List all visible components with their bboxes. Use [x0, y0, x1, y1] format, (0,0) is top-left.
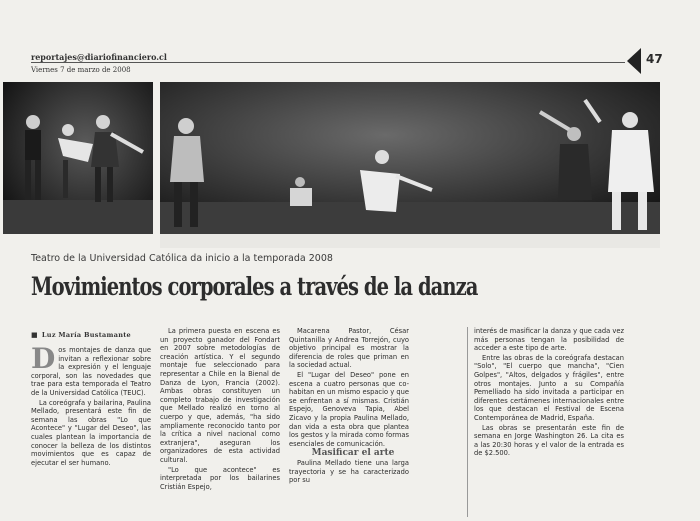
- header-rule: [31, 62, 625, 63]
- paragraph: Macarena Pastor, César Quintanilla y Andrea Torrejón, cuyo objetivo principal es mostrar la diferencia de roles que priman en la sociedad actual.: [289, 327, 409, 370]
- paragraph: La coreógrafa y bailarina, Paulina Mellado, presentará este fin de semana las obras "Lo que Acontece" y "Lugar del Deseo", las cuales plantean la importancia de conocer la belleza de los distintos movimientos que es capaz de ejecutar el ser humano.: [31, 398, 151, 467]
- article-column-4: [474, 327, 624, 459]
- dance-photo-left: [3, 82, 153, 234]
- dance-photo-main: [160, 82, 660, 234]
- paragraph: El "Lugar del Deseo" pone en escena a cuatro personas que co-habitan en un mismo espacio y que se enfrentan a sí mismas. Cristián Espejo, Genoveva Tapia, Abel Zicavo y la propia Paulina Mellado, dan vida a esta obra que plantea los gestos y la mirada como formas esenciales de comunicación.: [289, 370, 409, 448]
- column-divider: [467, 327, 468, 517]
- article-byline: [31, 330, 131, 339]
- header-email[interactable]: reportajes@diariofinanciero.cl: [31, 52, 167, 62]
- header-date: Viernes 7 de marzo de 2008: [31, 66, 131, 74]
- article-headline: Movimientos corporales a través de la danza: [31, 272, 478, 301]
- page-arrow-icon: [627, 48, 641, 74]
- article-column-3: [289, 327, 409, 486]
- photo-caption-strip: [160, 234, 660, 248]
- paragraph: Paulina Mellado tiene una larga trayectoria y se ha caracterizado por su: [289, 458, 409, 485]
- paragraph: interés de masificar la danza y que cada vez más personas tengan la posibilidad de acceder a este tipo de arte.: [474, 327, 624, 353]
- page-number: 47: [646, 52, 663, 66]
- paragraph: "Lo que acontece" es interpretada por los bailarines Cristián Espejo,: [160, 465, 280, 491]
- paragraph: Entre las obras de la coreógrafa destacan "Solo", "El cuerpo que mancha", "Cien Golpes", "Altos, delgados y frágiles", entre otros montajes. Junto a su Compañía Pemelliado ha sido invitada a participar en diferentes certámenes internacionales entre los que destacan el Festival de Escena Contemporánea de Madrid, España.: [474, 353, 624, 422]
- article-kicker: Teatro de la Universidad Católica da inicio a la temporada 2008: [31, 253, 333, 264]
- paragraph-text: os montajes de danza que invitan a reflexionar sobre la expresión y el lenguaje corporal, son las novedades que trae para esta temporada el Teatro de la Universidad Católica (TEUC).: [31, 346, 151, 397]
- article-column-2: [160, 327, 280, 492]
- paragraph: [31, 342, 151, 398]
- byline-author: Luz María Bustamante: [41, 331, 131, 339]
- paragraph: Las obras se presentarán este fin de semana en Jorge Washington 26. La cita es a las 20:30 horas y el valor de la entrada es de $2.500.: [474, 423, 624, 458]
- drop-cap: D: [31, 342, 56, 375]
- byline-square-icon: ■: [31, 330, 38, 339]
- paragraph: La primera puesta en escena es un proyecto ganador del Fondart en 2007 sobre metodologías de creación artística. Y el segundo montaje fue seleccionado para representar a Chile en la Bienal de Danza de Lyon, Francia (2002). Ambas obras constituyen un completo trabajo de investigación que Mellado realizó en torno al cuerpo y que, además, "ha sido ampliamente reconocido tanto por la crítica a nivel nacional como extranjera", aseguran los organizadores de esta actividad cultural.: [160, 327, 280, 464]
- section-subhead: Masificar el arte: [311, 448, 395, 459]
- article-column-1: [31, 342, 151, 468]
